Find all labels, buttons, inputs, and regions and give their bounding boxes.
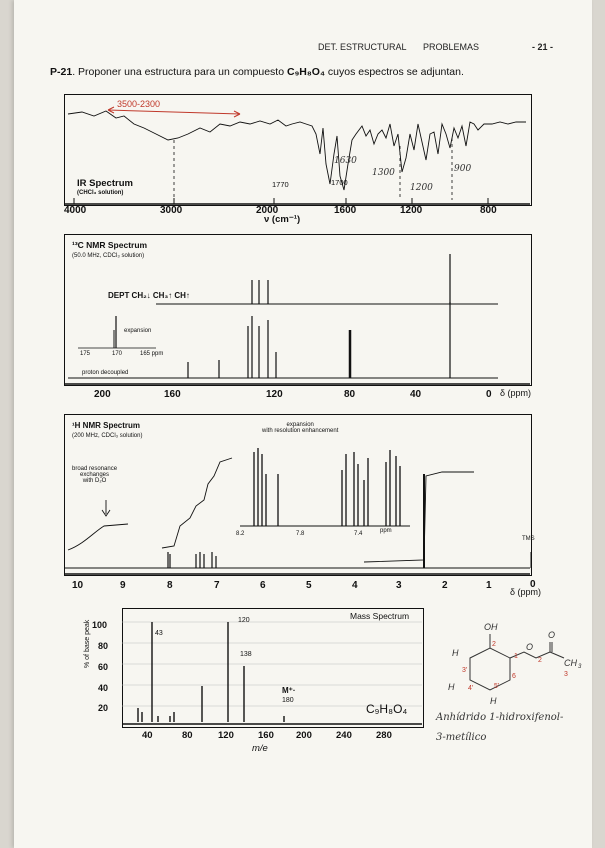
h1-tms-label: TMS [522,536,535,542]
svg-text:H: H [452,648,459,658]
ms-peak-label-120: 120 [238,617,250,624]
ms-y-tick-80: 80 [98,641,109,651]
h1-tick-10: 10 [72,580,84,591]
ir-tick-1200: 1200 [400,205,423,216]
problem-text-after: cuyos espectros se adjuntan. [324,66,464,78]
problem-text-before: . Proponer una estructura para un compuesto [72,66,287,78]
h1-tick-6: 6 [260,580,266,591]
h1-broad-label: broad resonance exchanges with D₂O [72,466,118,484]
h1-x-label: δ (ppm) [510,587,542,597]
svg-text:4': 4' [468,685,474,692]
ms-y-label: % of base peak [84,619,91,668]
ms-mplus-value: 180 [282,697,294,704]
svg-text:O: O [526,642,534,652]
ir-tick-3000: 3000 [160,205,183,216]
ms-tick-80: 80 [182,730,193,741]
ir-handwritten-range: 3500-2300 [117,99,161,109]
c13-exp-tick-175: 175 [80,351,91,357]
ir-peak-900: 900 [454,164,472,174]
h1-tick-4: 4 [352,580,358,591]
ir-spectrum-trace [64,94,532,206]
c13-exp-tick-165: 165 ppm [140,351,164,357]
ir-peak-1630: 1630 [334,156,357,166]
ms-tick-40: 40 [142,730,153,741]
section-header: DET. ESTRUCTURAL [318,42,407,52]
ms-x-label: m/e [252,743,268,754]
svg-text:3: 3 [564,671,568,678]
c13-subtitle: (50.0 MHz, CDCl₃ solution) [72,253,145,259]
handwritten-name-line1: Anhídrido 1-hidroxifenol- [436,712,564,723]
problem-number: P-21 [50,66,73,78]
svg-text:H: H [448,682,455,692]
ir-peak-1200: 1200 [410,183,433,193]
ir-tick-1600: 1600 [334,205,357,216]
ir-x-label: ν (cm⁻¹) [264,214,301,225]
c13-tick-0: 0 [486,389,492,400]
h1-expansion-label: expansion with resolution enhancement [262,422,339,434]
svg-text:2: 2 [492,641,496,648]
c13-tick-80: 80 [344,389,356,400]
c13-dept-label: DEPT CH₂↓ CH₃↑ CH↑ [108,291,190,300]
h1-tick-9: 9 [120,580,126,591]
c13-tick-200: 200 [94,389,111,400]
h1-exp-tick-8-2: 8.2 [236,531,245,537]
c13-expansion-label: expansion [124,328,152,334]
svg-text:2: 2 [538,657,542,664]
handwritten-structure-drawing [440,618,590,708]
svg-text:CH: CH [564,658,577,668]
svg-text:5': 5' [494,683,500,690]
ms-y-tick-100: 100 [92,620,108,630]
h1-exp-tick-ppm: ppm [380,528,392,534]
problems-header: PROBLEMAS [423,42,480,52]
svg-text:OH: OH [484,622,498,632]
svg-text:6: 6 [512,673,516,680]
ms-tick-280: 280 [376,730,392,741]
c13-decoupled-label: proton decoupled [82,370,129,376]
ms-peak-label-43: 43 [155,630,163,637]
h1-tick-8: 8 [167,580,173,591]
c13-tick-120: 120 [266,389,283,400]
ms-tick-200: 200 [296,730,312,741]
ms-title: Mass Spectrum [350,611,410,621]
h1-exp-tick-7-8: 7.8 [296,531,305,537]
ir-tick-4000: 4000 [64,205,87,216]
ir-peak-1300: 1300 [372,168,395,178]
handwritten-name-line2: 3-metílico [436,732,487,743]
h1-title: ¹H NMR Spectrum [72,421,141,430]
ms-tick-240: 240 [336,730,352,741]
h1-subtitle: (200 MHz, CDCl₃ solution) [72,433,143,439]
ms-tick-120: 120 [218,730,234,741]
svg-text:3: 3 [578,664,582,670]
h1-tick-1: 1 [486,580,492,591]
c13-tick-160: 160 [164,389,181,400]
ms-mplus-label: M⁺· [282,686,296,695]
ir-title: IR Spectrum [77,178,133,189]
h1-exp-tick-7-4: 7.4 [354,531,363,537]
ir-peak-1700: 1700 [331,178,348,187]
h1-tick-5: 5 [306,580,312,591]
ir-tick-800: 800 [480,205,497,216]
page-number: - 21 - [532,42,554,52]
ms-y-tick-40: 40 [98,683,109,693]
ms-formula: C₉H₈O₄ [366,702,408,716]
c13-exp-tick-170: 170 [112,351,123,357]
h1-tick-2: 2 [442,580,448,591]
ms-tick-160: 160 [258,730,274,741]
ir-tick-2000: 2000 [256,205,279,216]
ir-subtitle: (CHCl₃ solution) [77,190,124,196]
ms-y-tick-60: 60 [98,662,109,672]
h1-tick-3: 3 [396,580,402,591]
h1-tick-0: 0 [530,579,536,590]
svg-text:1: 1 [514,653,518,660]
ms-peak-label-138: 138 [240,651,252,658]
c13-x-label: δ (ppm) [500,388,532,398]
problem-formula: C₉H₈O₄ [286,66,325,78]
problem-statement [50,66,464,78]
ir-peak-1770: 1770 [272,180,289,189]
ms-y-tick-20: 20 [98,703,109,713]
svg-text:O: O [548,630,556,640]
c13-tick-40: 40 [410,389,422,400]
h1-tick-7: 7 [214,580,220,591]
svg-text:H: H [490,696,497,706]
svg-text:3': 3' [462,667,468,674]
c13-title: ¹³C NMR Spectrum [72,240,148,250]
